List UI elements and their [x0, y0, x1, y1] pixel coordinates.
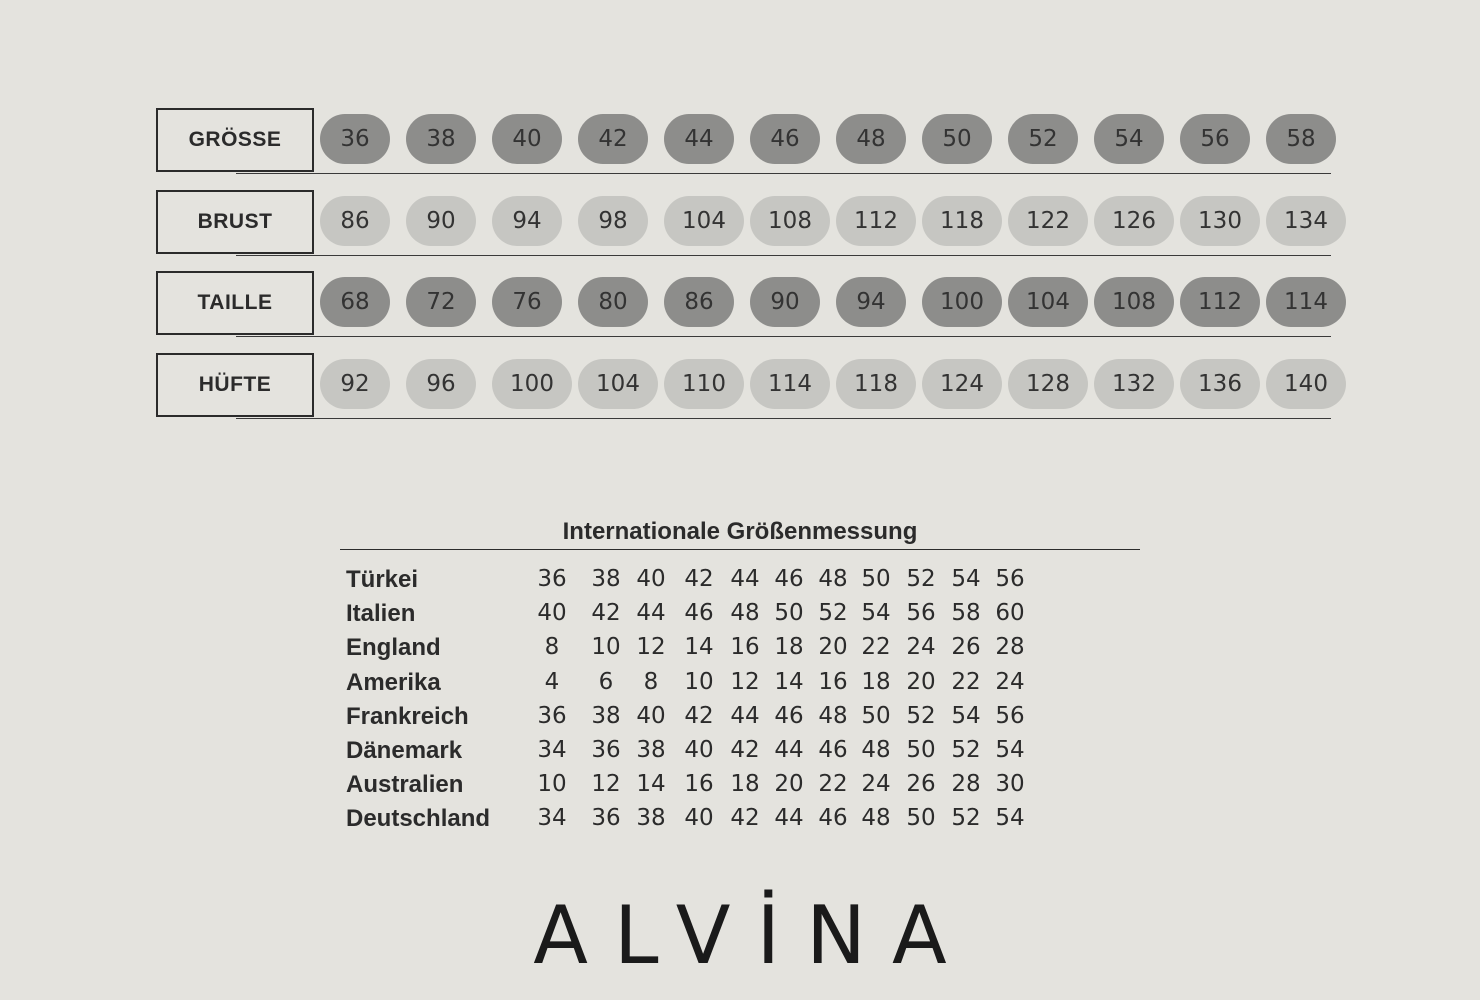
size-cell: 14: [636, 771, 666, 798]
size-value-pill: 94: [492, 196, 562, 246]
size-value-pill: 130: [1180, 196, 1260, 246]
size-cell: 44: [774, 805, 804, 832]
size-cell: 60: [995, 600, 1025, 627]
country-label: England: [346, 634, 441, 662]
size-cell: 20: [774, 771, 804, 798]
size-value-pill: 110: [664, 359, 744, 409]
size-value-pill: 36: [320, 114, 390, 164]
country-label: Deutschland: [346, 805, 491, 833]
size-value-pill: 112: [836, 196, 916, 246]
row-label: BRUST: [156, 190, 314, 254]
size-value-pill: 136: [1180, 359, 1260, 409]
country-label: Türkei: [346, 566, 419, 593]
size-cell: 14: [774, 668, 804, 695]
pill-group: [320, 196, 1360, 246]
size-value-pill: 118: [836, 359, 916, 409]
size-value-pill: 68: [320, 277, 390, 327]
size-cell: 26: [906, 771, 936, 798]
size-cell: 48: [861, 805, 891, 832]
size-cell: 46: [684, 600, 714, 627]
size-cell: 56: [995, 566, 1025, 592]
size-cell: 40: [537, 600, 567, 627]
size-cell: 48: [861, 736, 891, 763]
size-value-pill: 54: [1094, 114, 1164, 164]
size-value-pill: 118: [922, 196, 1002, 246]
size-value-pill: 52: [1008, 114, 1078, 164]
size-cell: 44: [774, 736, 804, 763]
size-value-pill: 90: [406, 196, 476, 246]
size-cell: 16: [684, 771, 714, 798]
size-cell: 24: [906, 634, 936, 661]
size-cell: 54: [951, 702, 981, 729]
size-cell: 18: [861, 668, 891, 695]
pill-group: [320, 114, 1360, 164]
size-cell: 34: [537, 736, 567, 763]
size-value-pill: 76: [492, 277, 562, 327]
size-value-pill: 86: [320, 196, 390, 246]
size-cell: 50: [906, 736, 936, 763]
title-underline: [340, 549, 1140, 550]
size-cell: 50: [861, 702, 891, 729]
size-cell: 22: [861, 634, 891, 661]
size-row-groesse: [156, 108, 1356, 176]
size-cell: 8: [643, 668, 659, 695]
size-value-pill: 40: [492, 114, 562, 164]
table-row: [346, 566, 1140, 600]
table-row: [346, 805, 1140, 839]
size-value-pill: 42: [578, 114, 648, 164]
size-cell: 40: [684, 805, 714, 832]
size-cell: 12: [591, 771, 621, 798]
size-cell: 54: [951, 566, 981, 592]
pill-group: [320, 359, 1360, 409]
size-cell: 46: [818, 805, 848, 832]
size-cell: 36: [591, 736, 621, 763]
size-cell: 10: [591, 634, 621, 661]
size-cell: 52: [951, 805, 981, 832]
size-value-pill: 114: [750, 359, 830, 409]
size-cell: 38: [591, 566, 621, 592]
size-cell: 58: [951, 600, 981, 627]
size-cell: 34: [537, 805, 567, 832]
size-value-pill: 72: [406, 277, 476, 327]
size-value-pill: 38: [406, 114, 476, 164]
country-label: Dänemark: [346, 736, 463, 764]
size-value-pill: 122: [1008, 196, 1088, 246]
table-row: [346, 669, 1140, 703]
size-cell: 54: [995, 805, 1025, 832]
size-cell: 56: [995, 702, 1025, 729]
size-cell: 14: [684, 634, 714, 661]
size-value-pill: 48: [836, 114, 906, 164]
size-value-pill: 108: [1094, 277, 1174, 327]
size-value-pill: 96: [406, 359, 476, 409]
size-cell: 42: [591, 600, 621, 627]
size-cell: 52: [906, 702, 936, 729]
size-cell: 42: [684, 566, 714, 592]
table-body: [346, 566, 1140, 840]
size-cell: 22: [818, 771, 848, 798]
size-value-pill: 50: [922, 114, 992, 164]
size-cell: 6: [598, 668, 614, 695]
size-value-pill: 112: [1180, 277, 1260, 327]
size-cell: 36: [537, 566, 567, 592]
size-value-pill: 104: [664, 196, 744, 246]
row-divider: [236, 418, 1331, 419]
row-divider: [236, 336, 1331, 337]
size-cell: 42: [684, 702, 714, 729]
size-cell: 44: [730, 566, 760, 592]
size-cell: 54: [861, 600, 891, 627]
size-value-pill: 140: [1266, 359, 1346, 409]
size-cell: 36: [591, 805, 621, 832]
size-cell: 40: [684, 736, 714, 763]
size-value-pill: 128: [1008, 359, 1088, 409]
size-cell: 38: [636, 736, 666, 763]
size-cell: 4: [544, 668, 560, 695]
size-value-pill: 92: [320, 359, 390, 409]
table-row: [346, 634, 1140, 668]
size-cell: 38: [636, 805, 666, 832]
table-row: [346, 703, 1140, 737]
size-cell: 46: [774, 702, 804, 729]
country-label: Amerika: [346, 668, 441, 696]
size-cell: 10: [684, 668, 714, 695]
size-cell: 24: [861, 771, 891, 798]
row-label: GRÖSSE: [156, 108, 314, 172]
country-label: Frankreich: [346, 702, 469, 730]
size-value-pill: 98: [578, 196, 648, 246]
size-cell: 36: [537, 702, 567, 729]
size-cell: 18: [774, 634, 804, 661]
country-label: Australien: [346, 771, 464, 799]
table-row: [346, 737, 1140, 771]
size-cell: 50: [774, 600, 804, 627]
size-value-pill: 94: [836, 277, 906, 327]
size-cell: 40: [636, 702, 666, 729]
size-value-pill: 108: [750, 196, 830, 246]
size-cell: 46: [818, 736, 848, 763]
size-value-pill: 86: [664, 277, 734, 327]
size-cell: 16: [818, 668, 848, 695]
size-cell: 50: [861, 566, 891, 592]
size-cell: 28: [951, 771, 981, 798]
size-value-pill: 114: [1266, 277, 1346, 327]
size-cell: 12: [636, 634, 666, 661]
size-value-pill: 80: [578, 277, 648, 327]
size-cell: 46: [774, 566, 804, 592]
row-divider: [236, 255, 1331, 256]
size-value-pill: 56: [1180, 114, 1250, 164]
size-cell: 40: [636, 566, 666, 592]
size-value-pill: 100: [922, 277, 1002, 327]
row-label: TAILLE: [156, 271, 314, 335]
size-cell: 20: [818, 634, 848, 661]
table-row: [346, 600, 1140, 634]
country-label: Italien: [346, 600, 416, 628]
size-cell: 54: [995, 736, 1025, 763]
size-cell: 48: [730, 600, 760, 627]
size-cell: 16: [730, 634, 760, 661]
size-cell: 44: [636, 600, 666, 627]
size-cell: 50: [906, 805, 936, 832]
size-cell: 48: [818, 702, 848, 729]
size-cell: 38: [591, 702, 621, 729]
size-cell: 10: [537, 771, 567, 798]
size-cell: 26: [951, 634, 981, 661]
size-value-pill: 46: [750, 114, 820, 164]
size-value-pill: 100: [492, 359, 572, 409]
size-cell: 52: [951, 736, 981, 763]
size-cell: 56: [906, 600, 936, 627]
size-value-pill: 104: [1008, 277, 1088, 327]
row-label: HÜFTE: [156, 353, 314, 417]
size-row-taille: [156, 271, 1356, 339]
size-cell: 52: [906, 566, 936, 592]
size-cell: 42: [730, 805, 760, 832]
size-value-pill: 44: [664, 114, 734, 164]
brand-logo: ALVİNA: [533, 889, 973, 982]
size-cell: 12: [730, 668, 760, 695]
size-cell: 18: [730, 771, 760, 798]
table-row: [346, 771, 1140, 805]
size-cell: 44: [730, 702, 760, 729]
size-value-pill: 132: [1094, 359, 1174, 409]
size-value-pill: 90: [750, 277, 820, 327]
size-cell: 8: [544, 634, 560, 661]
size-value-pill: 126: [1094, 196, 1174, 246]
size-cell: 20: [906, 668, 936, 695]
size-cell: 22: [951, 668, 981, 695]
row-divider: [236, 173, 1331, 174]
size-row-brust: [156, 190, 1356, 258]
size-cell: 48: [818, 566, 848, 592]
table-title: Internationale Größenmessung: [562, 518, 918, 545]
size-row-huefte: [156, 353, 1356, 421]
size-value-pill: 58: [1266, 114, 1336, 164]
size-cell: 28: [995, 634, 1025, 661]
size-cell: 52: [818, 600, 848, 627]
size-value-pill: 104: [578, 359, 658, 409]
size-value-pill: 124: [922, 359, 1002, 409]
size-cell: 42: [730, 736, 760, 763]
size-cell: 24: [995, 668, 1025, 695]
size-value-pill: 134: [1266, 196, 1346, 246]
pill-group: [320, 277, 1360, 327]
size-cell: 30: [995, 771, 1025, 798]
